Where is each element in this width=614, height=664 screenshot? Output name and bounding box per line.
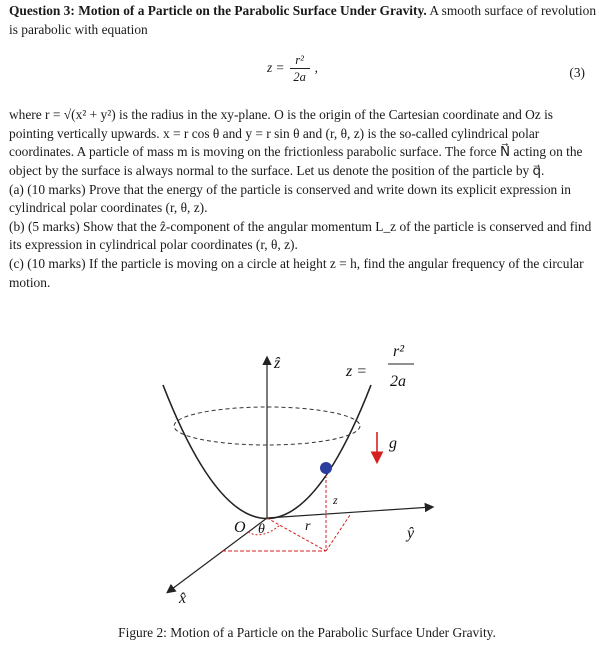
figure-eq-num: r²	[393, 343, 405, 360]
equation-lhs: z =	[267, 60, 285, 76]
theta-label: θ	[258, 522, 265, 537]
z-axis-label: ẑ	[274, 355, 281, 372]
figure-eq-den: 2a	[390, 373, 406, 390]
y-axis-label: ŷ	[407, 525, 415, 542]
question-body: where r = √(x² + y²) is the radius in the xy-plane. O is the origin of the Cartesian coordinate and Oz is pointing vertically upwards. x = r cos θ and y = r sin θ and (r, θ, z) is the so-called cylindrical polar coordinates. A particle of mass m is moving on the frictionless parabolic surface. The force N⃗ acting on the object by the surface is always normal to the surface. Let us denote the position of the particle by q⃗.	[9, 107, 583, 178]
equation-trail: ,	[314, 60, 318, 76]
x-axis-line	[168, 518, 267, 592]
r-line	[267, 518, 326, 551]
part-b: (b) (5 marks) Show that the ẑ-component of the angular momentum L_z of the particle is conserved and find its expression in cylindrical polar coordinates (r, θ, z).	[9, 218, 592, 253]
fraction-numerator: r²	[295, 53, 304, 68]
proj-line-y	[326, 515, 350, 551]
figure-caption: Figure 2: Motion of a Particle on the Parabolic Surface Under Gravity.	[118, 625, 496, 640]
part-c: (c) (10 marks) If the particle is moving on a circle at height z = h, find the angular frequency of the circular motion.	[9, 255, 584, 290]
r-label: r	[305, 519, 311, 534]
fraction-denominator: 2a	[293, 70, 306, 85]
question-intro: A smooth surface of revolution is parabolic with equation	[9, 3, 597, 37]
z-height-label: z	[333, 493, 338, 507]
gravity-label: g	[389, 435, 397, 452]
part-a: (a) (10 marks) Prove that the energy of the particle is conserved and write down its explicit expression in cylindrical polar coordinates (r, θ, z).	[9, 181, 571, 216]
origin-label: O	[234, 519, 246, 536]
particle	[320, 462, 332, 474]
question-title: Question 3: Motion of a Particle on the Parabolic Surface Under Gravity.	[9, 3, 427, 18]
equation-number: (3)	[569, 65, 585, 81]
figure-eq-lhs: z =	[346, 363, 368, 380]
x-axis-label: x̂	[179, 590, 187, 607]
